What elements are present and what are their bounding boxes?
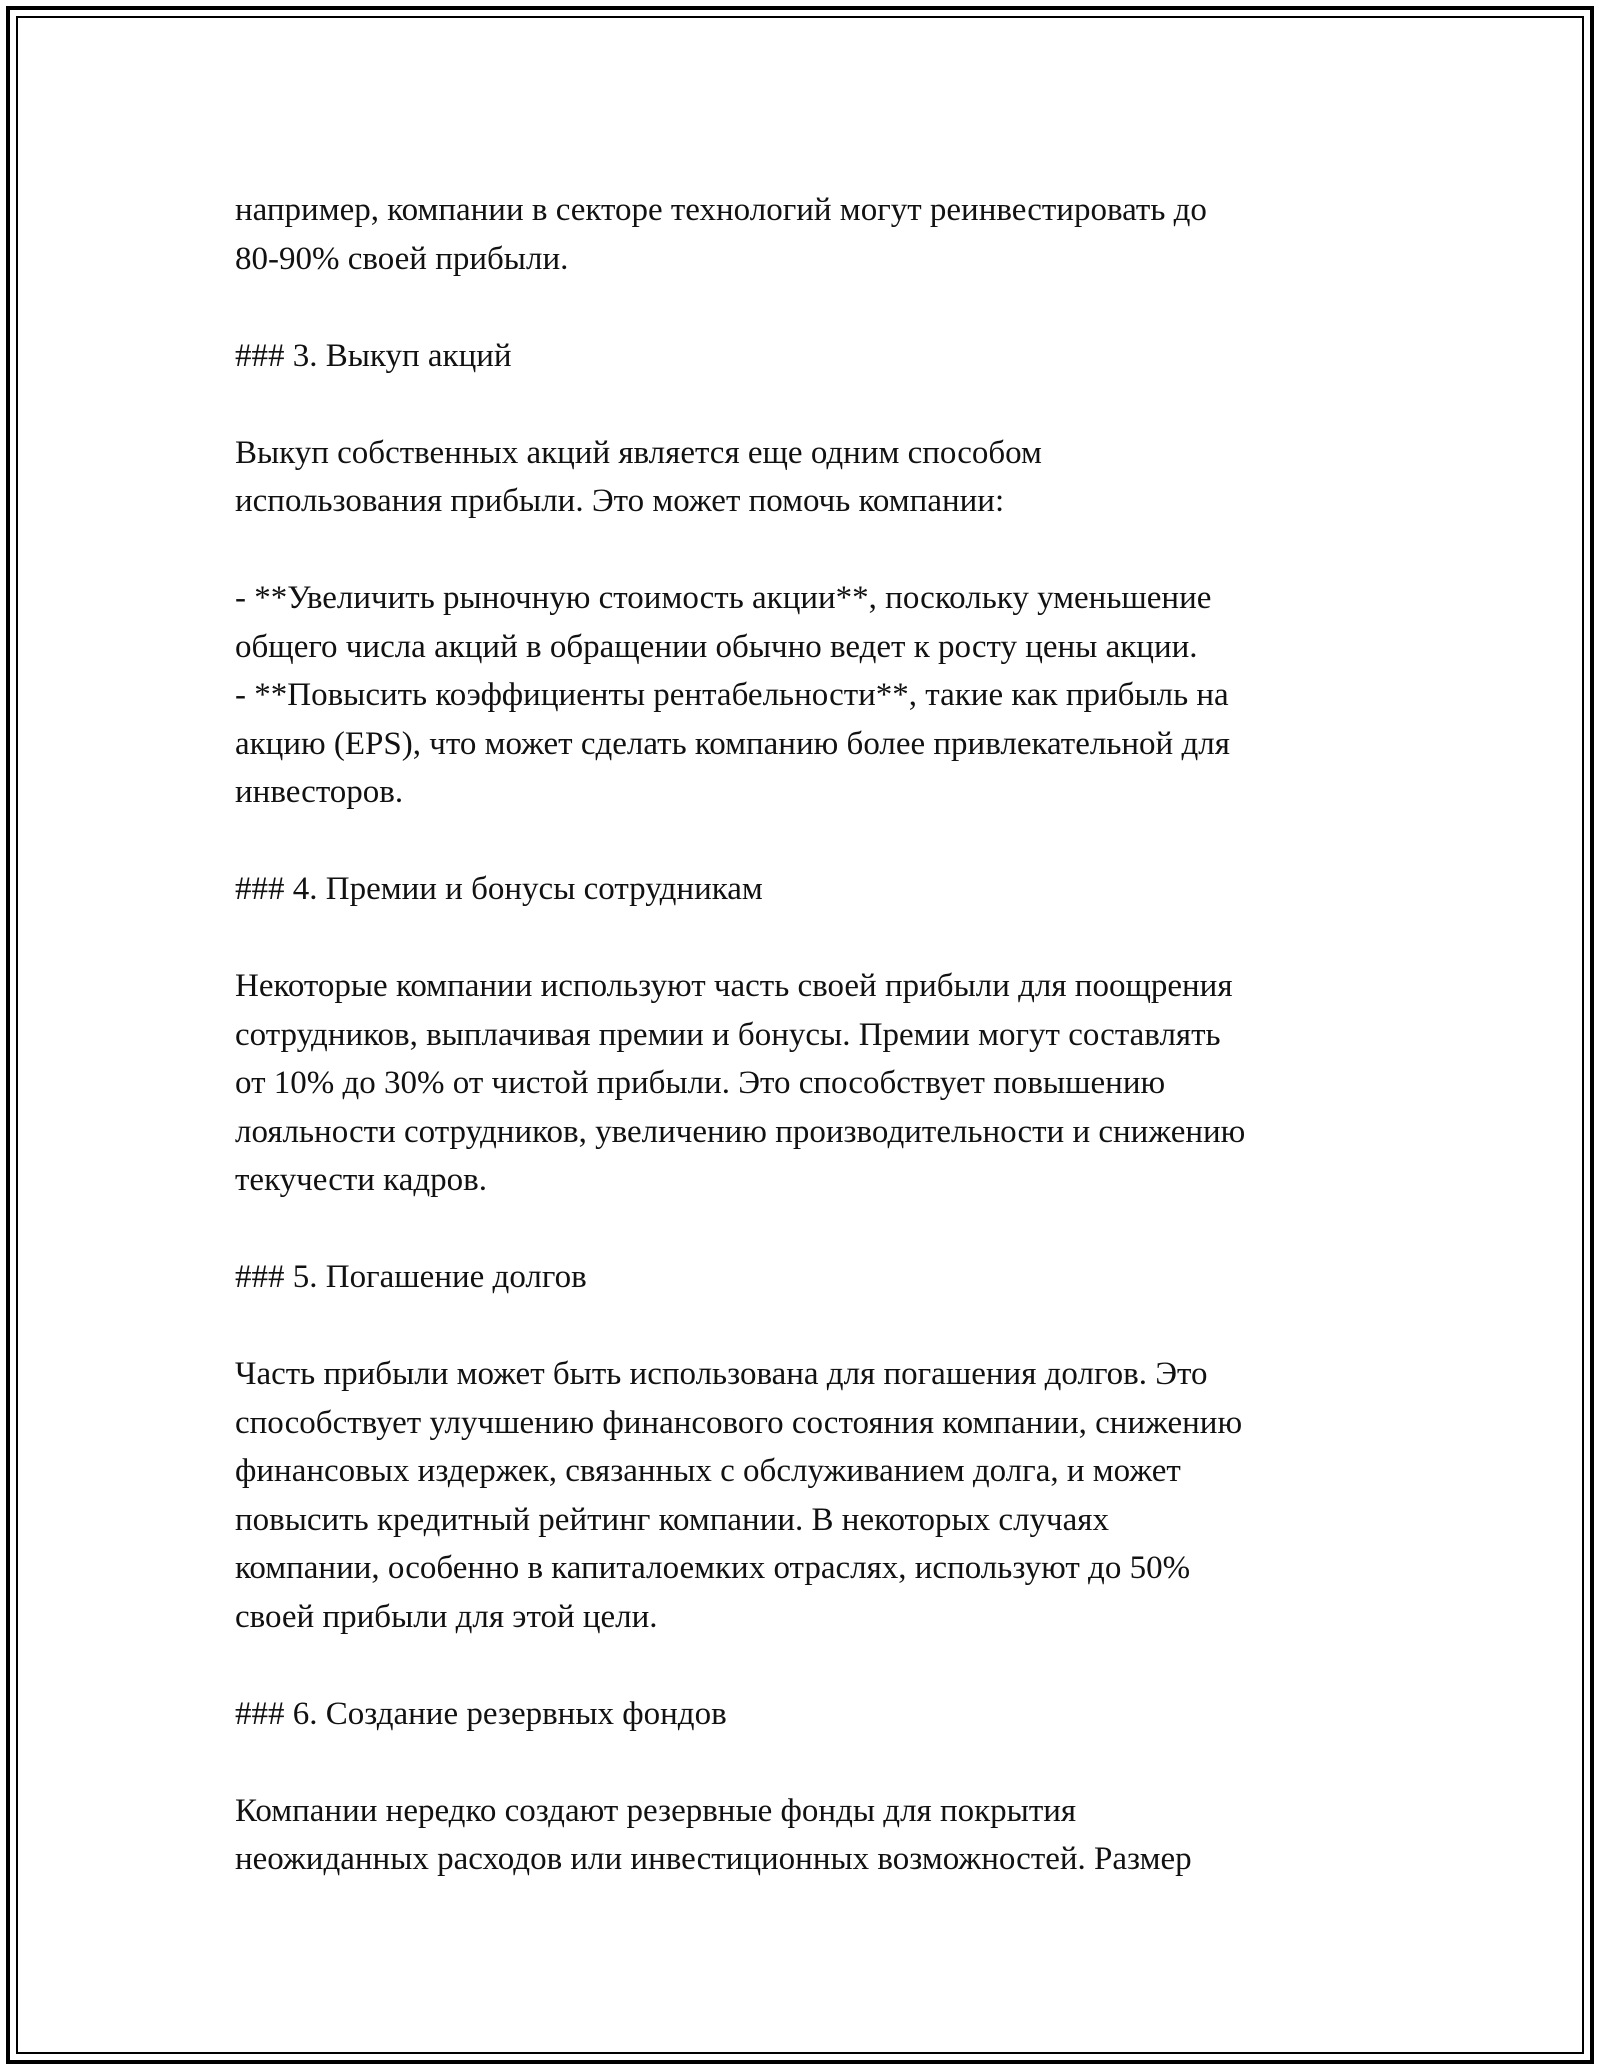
block-spacer	[235, 283, 1395, 332]
text-line: Выкуп собственных акций является еще одним способом	[235, 434, 1042, 471]
text-line: например, компании в секторе технологий могут реинвестировать до	[235, 192, 1207, 228]
text-line: использования прибыли. Это может помочь компании:	[235, 483, 1005, 519]
paragraph	[235, 1350, 1395, 1641]
text-line: от 10% до 30% от чистой прибыли. Это способствует повышению	[235, 1065, 1166, 1101]
text-line: Компании нередко создают резервные фонды для покрытия	[235, 1792, 1077, 1829]
section-heading	[235, 1253, 1395, 1302]
text-line: Некоторые компании используют часть своей прибыли для поощрения	[235, 968, 1233, 1004]
bullet-list	[235, 574, 1395, 817]
text-line: ### 3. Выкуп акций	[235, 337, 512, 374]
block-spacer	[235, 1738, 1395, 1787]
block-spacer	[235, 817, 1395, 866]
text-line: компании, особенно в капиталоемких отраслях, используют до 50%	[235, 1550, 1191, 1586]
text-line: способствует улучшению финансового состояния компании, снижению	[235, 1404, 1243, 1441]
text-line: финансовых издержек, связанных с обслуживанием долга, и может	[235, 1453, 1181, 1489]
text-line: текучести кадров.	[235, 1162, 487, 1198]
document-body	[235, 186, 1395, 1884]
block-spacer	[235, 1641, 1395, 1690]
text-line: ### 4. Премии и бонусы сотрудникам	[235, 871, 763, 907]
block-spacer	[235, 1302, 1395, 1351]
text-line: повысить кредитный рейтинг компании. В некоторых случаях	[235, 1501, 1109, 1538]
paragraph	[235, 186, 1395, 283]
block-spacer	[235, 914, 1395, 963]
text-line: ### 5. Погашение долгов	[235, 1259, 587, 1295]
paragraph	[235, 962, 1395, 1205]
paragraph	[235, 1787, 1395, 1884]
text-line: 80-90% своей прибыли.	[235, 240, 569, 277]
list-item-line: акцию (EPS), что может сделать компанию более привлекательной для	[235, 725, 1230, 762]
section-heading	[235, 1690, 1395, 1739]
text-line: лояльности сотрудников, увеличению производительности и снижению	[235, 1113, 1246, 1150]
section-heading	[235, 865, 1395, 914]
block-spacer	[235, 380, 1395, 429]
block-spacer	[235, 526, 1395, 575]
list-item-line: - **Увеличить рыночную стоимость акции**, поскольку уменьшение	[235, 580, 1212, 616]
paragraph	[235, 429, 1395, 526]
section-heading	[235, 332, 1395, 381]
block-spacer	[235, 1205, 1395, 1254]
list-item-line: общего числа акций в обращении обычно ведет к росту цены акции.	[235, 628, 1198, 665]
text-line: ### 6. Создание резервных фондов	[235, 1695, 727, 1732]
text-line: своей прибыли для этой цели.	[235, 1598, 658, 1635]
text-line: неожиданных расходов или инвестиционных возможностей. Размер	[235, 1841, 1192, 1877]
text-line: сотрудников, выплачивая премии и бонусы. Премии могут составлять	[235, 1016, 1221, 1053]
text-line: Часть прибыли может быть использована для погашения долгов. Это	[235, 1356, 1208, 1392]
list-item-line: инвесторов.	[235, 774, 404, 810]
list-item-line: - **Повысить коэффициенты рентабельности**, такие как прибыль на	[235, 677, 1229, 713]
